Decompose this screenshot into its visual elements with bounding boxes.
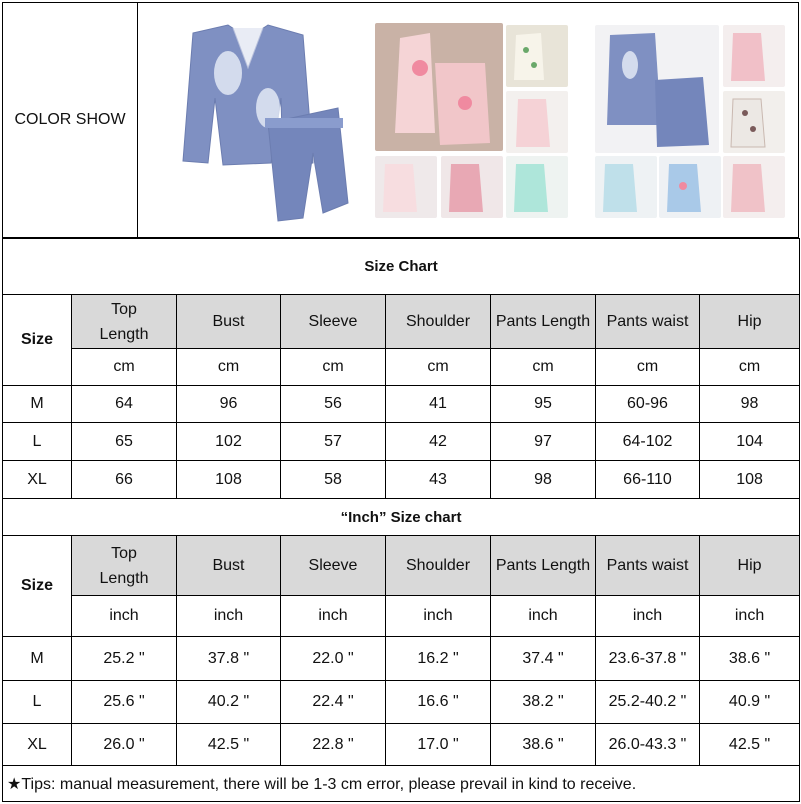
value-cell: 22.0 " — [281, 637, 386, 681]
header-shoulder: Shoulder — [386, 295, 491, 349]
header-sleeve: Sleeve — [281, 536, 386, 596]
value-cell: 95 — [491, 386, 596, 423]
size-cell: XL — [3, 461, 72, 499]
size-chart-table — [2, 238, 800, 802]
value-cell: 16.6 " — [386, 681, 491, 724]
value-cell: 25.2-40.2 " — [596, 681, 700, 724]
size-chart-title: Size Chart — [3, 239, 800, 295]
value-cell: 108 — [700, 461, 800, 499]
value-cell: 102 — [177, 423, 281, 461]
table-row — [3, 423, 800, 461]
table-row — [3, 724, 800, 766]
unit-cell: cm — [386, 349, 491, 386]
header-shoulder: Shoulder — [386, 536, 491, 596]
header-bust: Bust — [177, 295, 281, 349]
size-cell: L — [3, 681, 72, 724]
value-cell: 97 — [491, 423, 596, 461]
inch-chart-title: “Inch” Size chart — [3, 499, 800, 536]
unit-cell: cm — [491, 349, 596, 386]
unit-cell: inch — [281, 596, 386, 637]
header-top-length: Top Length — [72, 295, 177, 349]
unit-cell: cm — [281, 349, 386, 386]
value-cell: 96 — [177, 386, 281, 423]
value-cell: 98 — [700, 386, 800, 423]
unit-cell: inch — [491, 596, 596, 637]
size-cell: XL — [3, 724, 72, 766]
value-cell: 108 — [177, 461, 281, 499]
white-pattern-pajama-photo — [723, 91, 785, 153]
size-cell: M — [3, 637, 72, 681]
unit-cell: cm — [596, 349, 700, 386]
value-cell: 40.9 " — [700, 681, 800, 724]
unit-cell: inch — [72, 596, 177, 637]
pink-stripe-pajama-photo — [723, 156, 785, 218]
value-cell: 98 — [491, 461, 596, 499]
value-cell: 42.5 " — [700, 724, 800, 766]
value-cell: 42.5 " — [177, 724, 281, 766]
pink-white-pajama-photo — [375, 156, 437, 218]
lightblue-pajama-photo — [595, 156, 657, 218]
value-cell: 16.2 " — [386, 637, 491, 681]
unit-cell: inch — [700, 596, 800, 637]
value-cell: 43 — [386, 461, 491, 499]
value-cell: 60-96 — [596, 386, 700, 423]
unit-cell: inch — [596, 596, 700, 637]
header-hip: Hip — [700, 295, 800, 349]
unit-cell: cm — [700, 349, 800, 386]
value-cell: 104 — [700, 423, 800, 461]
value-cell: 22.4 " — [281, 681, 386, 724]
header-pants-length: Pants Length — [491, 295, 596, 349]
table-row — [3, 461, 800, 499]
header-top-length: Top Length — [72, 536, 177, 596]
value-cell: 37.8 " — [177, 637, 281, 681]
value-cell: 64-102 — [596, 423, 700, 461]
mint-pajama-photo — [506, 156, 568, 218]
value-cell: 37.4 " — [491, 637, 596, 681]
value-cell: 56 — [281, 386, 386, 423]
pink-pattern-pajama-photo — [723, 25, 785, 87]
value-cell: 25.6 " — [72, 681, 177, 724]
value-cell: 65 — [72, 423, 177, 461]
unit-cell: cm — [72, 349, 177, 386]
header-pants-waist: Pants waist — [596, 536, 700, 596]
unit-cell: inch — [177, 596, 281, 637]
pink-flamingo-pajama-photo — [375, 23, 503, 151]
table-row — [3, 681, 800, 724]
header-pants-length: Pants Length — [491, 536, 596, 596]
pink-plain-pajama-photo — [506, 91, 568, 153]
value-cell: 25.2 " — [72, 637, 177, 681]
size-cell: L — [3, 423, 72, 461]
size-header: Size — [3, 295, 72, 386]
size-cell: M — [3, 386, 72, 423]
value-cell: 42 — [386, 423, 491, 461]
value-cell: 23.6-37.8 " — [596, 637, 700, 681]
value-cell: 41 — [386, 386, 491, 423]
white-cactus-pajama-photo — [506, 25, 568, 87]
tips-note: ★Tips: manual measurement, there will be 1-3 cm error, please prevail in kind to receive. — [3, 766, 800, 802]
value-cell: 17.0 " — [386, 724, 491, 766]
value-cell: 38.6 " — [491, 724, 596, 766]
rose-pajama-photo — [441, 156, 503, 218]
unit-cell: inch — [386, 596, 491, 637]
color-show-section — [2, 2, 799, 238]
value-cell: 58 — [281, 461, 386, 499]
color-show-label: COLOR SHOW — [3, 3, 138, 237]
table-row — [3, 386, 800, 423]
value-cell: 40.2 " — [177, 681, 281, 724]
size-header: Size — [3, 536, 72, 637]
value-cell: 66 — [72, 461, 177, 499]
header-hip: Hip — [700, 536, 800, 596]
unit-cell: cm — [177, 349, 281, 386]
value-cell: 26.0-43.3 " — [596, 724, 700, 766]
table-row — [3, 637, 800, 681]
value-cell: 22.8 " — [281, 724, 386, 766]
value-cell: 38.2 " — [491, 681, 596, 724]
header-pants-waist: Pants waist — [596, 295, 700, 349]
blue-pajama-photo-2 — [595, 25, 719, 153]
value-cell: 57 — [281, 423, 386, 461]
blue-flamingo-pajama-photo — [659, 156, 721, 218]
value-cell: 38.6 " — [700, 637, 800, 681]
header-sleeve: Sleeve — [281, 295, 386, 349]
value-cell: 66-110 — [596, 461, 700, 499]
value-cell: 26.0 " — [72, 724, 177, 766]
value-cell: 64 — [72, 386, 177, 423]
header-bust: Bust — [177, 536, 281, 596]
blue-leaf-pajama-photo — [153, 13, 353, 228]
